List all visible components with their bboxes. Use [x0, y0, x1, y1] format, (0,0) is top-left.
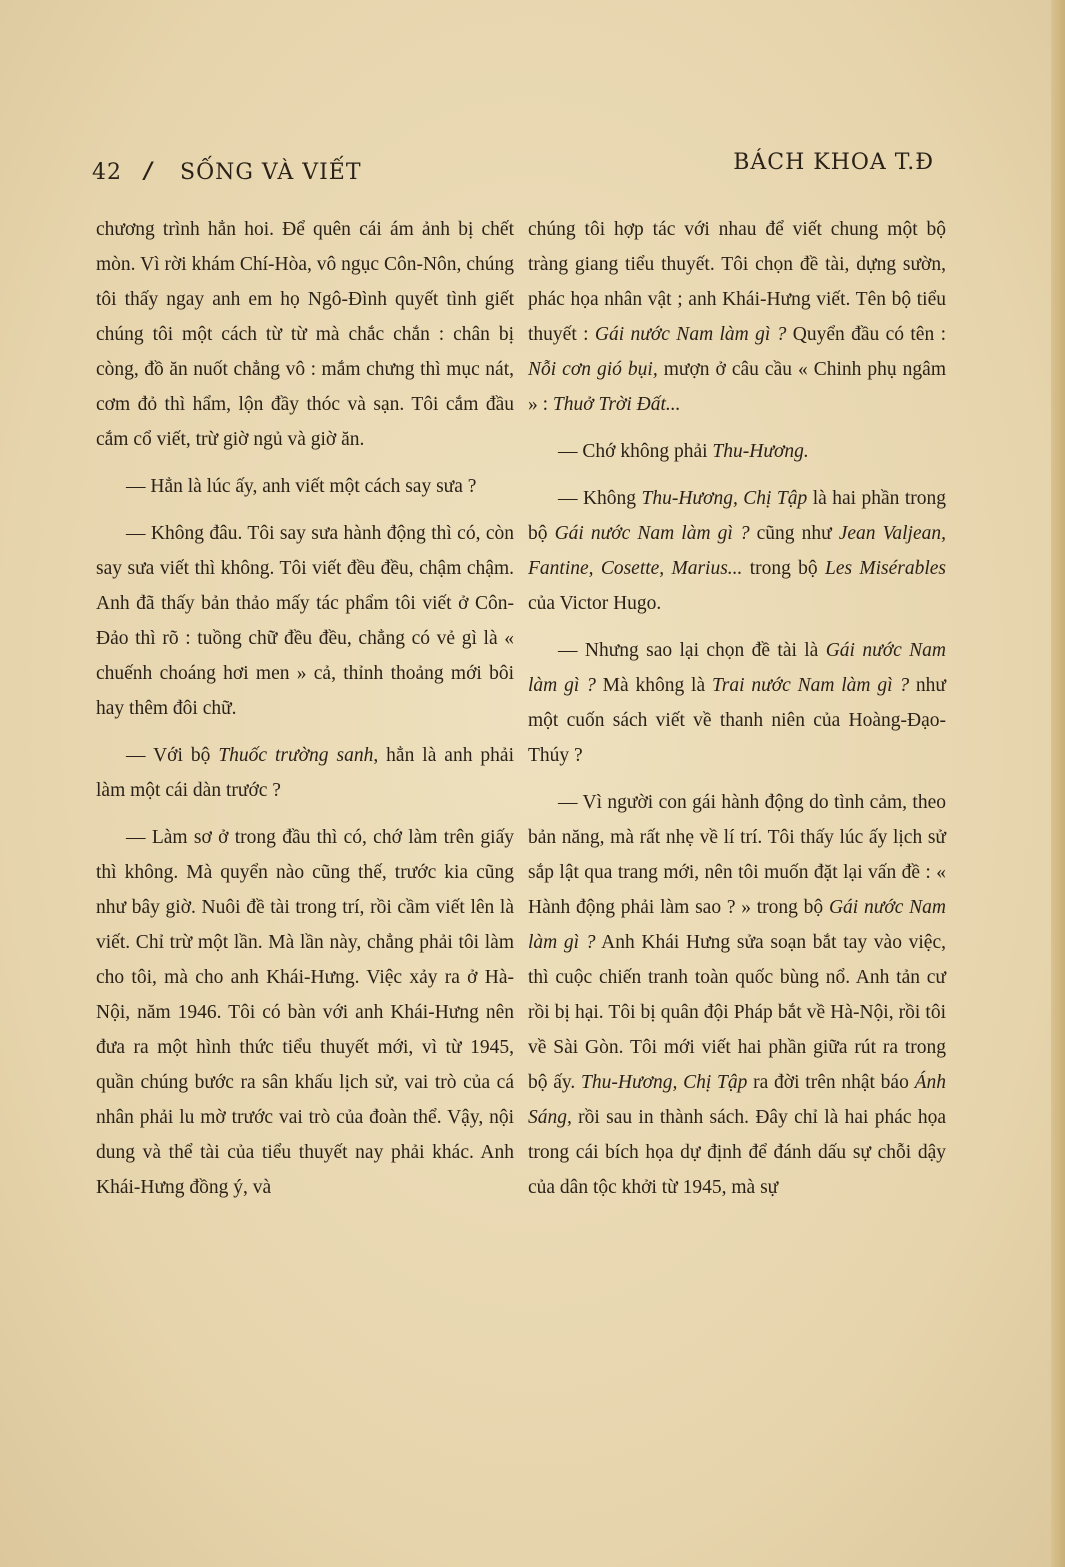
paragraph: — Vì người con gái hành động do tình cảm, theo bản năng, mà rất nhẹ về lí trí. Tôi thấy lúc ấy lịch sử sắp lật qua trang mới, nên tôi muốn đặt lại vấn đề : « Hành động phải làm sao ? » trong bộ Gái nước Nam làm gì ? Anh Khái Hưng sửa soạn bắt tay vào việc, thì cuộc chiến tranh toàn quốc bùng nổ. Anh tản cư rồi bị hại. Tôi bị quân đội Pháp bắt về Hà-Nội, rồi tôi về Sài Gòn. Tôi mới viết hai phần giữa rút ra trong bộ ấy. Thu-Hương, Chị Tập ra đời trên nhật báo Ánh Sáng, rồi sau in thành sách. Đây chỉ là hai phác họa trong cái bích họa dự định để đánh dấu sự chỗi dậy của dân tộc khởi từ 1945, mà sự — [528, 792, 947, 1198]
right-column — [528, 212, 946, 1205]
book-title: Thu-Hương. — [712, 441, 809, 462]
paragraph: — Làm sơ ở trong đầu thì có, chớ làm trên giấy thì không. Mà quyển nào cũng thế, trước kia cũng như bây giờ. Nuôi đề tài trong trí, rồi cầm viết lên là viết. Chỉ trừ một lần. Mà lần này, chẳng phải tôi làm cho tôi, mà cho anh Khái-Hưng. Việc xảy ra ở Hà-Nội, năm 1946. Tôi có bàn với anh Khái-Hưng nên đưa ra một hình thức tiểu thuyết mới, vì từ 1945, quần chúng bước ra sân khấu lịch sử, vai trò của cá nhân phải lu mờ trước vai trò của đoàn thể. Vậy, nội dung và thể tài của tiểu thuyết nay phải khác. Anh Khái-Hưng đồng ý, và — [96, 827, 514, 1198]
paragraph: — Hẳn là lúc ấy, anh viết một cách say sưa ? — [126, 476, 477, 497]
left-column — [96, 212, 514, 1205]
book-title: Gái nước Nam làm gì ? — [528, 640, 946, 696]
book-title: Nỗi cơn gió bụi, — [528, 359, 658, 380]
book-title: Gái nước Nam làm gì ? — [554, 523, 750, 544]
book-title: Trai nước Nam làm gì ? — [711, 675, 910, 696]
header-separator: / — [144, 158, 154, 184]
book-title: Thuở Trời Đất... — [552, 394, 681, 415]
book-title: Thu-Hương, Chị Tập — [641, 488, 808, 509]
paragraph: — Không Thu-Hương, Chị Tập là hai phần trong bộ Gái nước Nam làm gì ? cũng như Jean Valjean, Fantine, Cosette, Marius... trong bộ Les Misérables của Victor Hugo. — [528, 488, 947, 614]
paragraph: — Chớ không phải Thu-Hương. — [558, 441, 809, 462]
running-header — [92, 150, 934, 194]
newspaper-title: Ánh Sáng, — [528, 1072, 947, 1128]
paragraph: — Nhưng sao lại chọn đề tài là Gái nước Nam làm gì ? Mà không là Trai nước Nam làm gì ? như một cuốn sách viết về thanh niên của Hoàng-Đạo-Thúy ? — [528, 640, 946, 766]
paragraph: chúng tôi hợp tác với nhau để viết chung một bộ tràng giang tiểu thuyết. Tôi chọn đề tài, dựng sườn, phác họa nhân vật ; anh Khái-Hưng viết. Tên bộ tiểu thuyết : Gái nước Nam làm gì ? Quyển đầu có tên : Nỗi cơn gió bụi, mượn ở câu cầu « Chinh phụ ngâm » : Thuở Trời Đất... — [528, 219, 946, 415]
book-title: Thu-Hương, Chị Tập — [581, 1072, 748, 1093]
book-title: Thuốc trường sanh — [218, 745, 374, 766]
page-number: 42 — [92, 160, 122, 185]
paragraph: chương trình hẳn hoi. Để quên cái ám ảnh bị chết mòn. Vì rời khám Chí-Hòa, vô ngục Côn-Nôn, chúng tôi thấy ngay anh em họ Ngô-Đình quyết tình giết chúng tôi một cách từ từ mà chắc chắn : chân bị còng, đồ ăn nuốt chẳng vô : mắm chưng thì mục nát, cơm đỏ thì hẩm, lộn đầy thóc và sạn. Tôi cắm đầu cắm cổ viết, trừ giờ ngủ và giờ ăn. — [96, 219, 514, 450]
paragraph: — Với bộ Thuốc trường sanh, hẳn là anh phải làm một cái dàn trước ? — [96, 745, 514, 801]
book-title: Gái nước Nam làm gì ? — [594, 324, 787, 345]
page-edge — [1051, 0, 1065, 1567]
paragraph: — Không đâu. Tôi say sưa hành động thì có, còn say sưa viết thì không. Tôi viết đều đều, chậm chậm. Anh đã thấy bản thảo mấy tác phẩm tôi viết ở Côn-Đảo thì rõ : tuồng chữ đều đều, chẳng có vẻ gì là « chuếnh choáng hơi men » cả, thỉnh thoảng mới bôi hay thêm đôi chữ. — [96, 523, 514, 719]
character-names: Jean Valjean, Fantine, Cosette, Marius... — [528, 523, 946, 579]
book-title: Gái nước Nam làm gì ? — [528, 897, 946, 953]
book-title: Les Misérables — [824, 558, 946, 579]
section-title: SỐNG VÀ VIẾT — [180, 160, 362, 185]
journal-title: BÁCH KHOA T.Đ — [733, 150, 934, 175]
